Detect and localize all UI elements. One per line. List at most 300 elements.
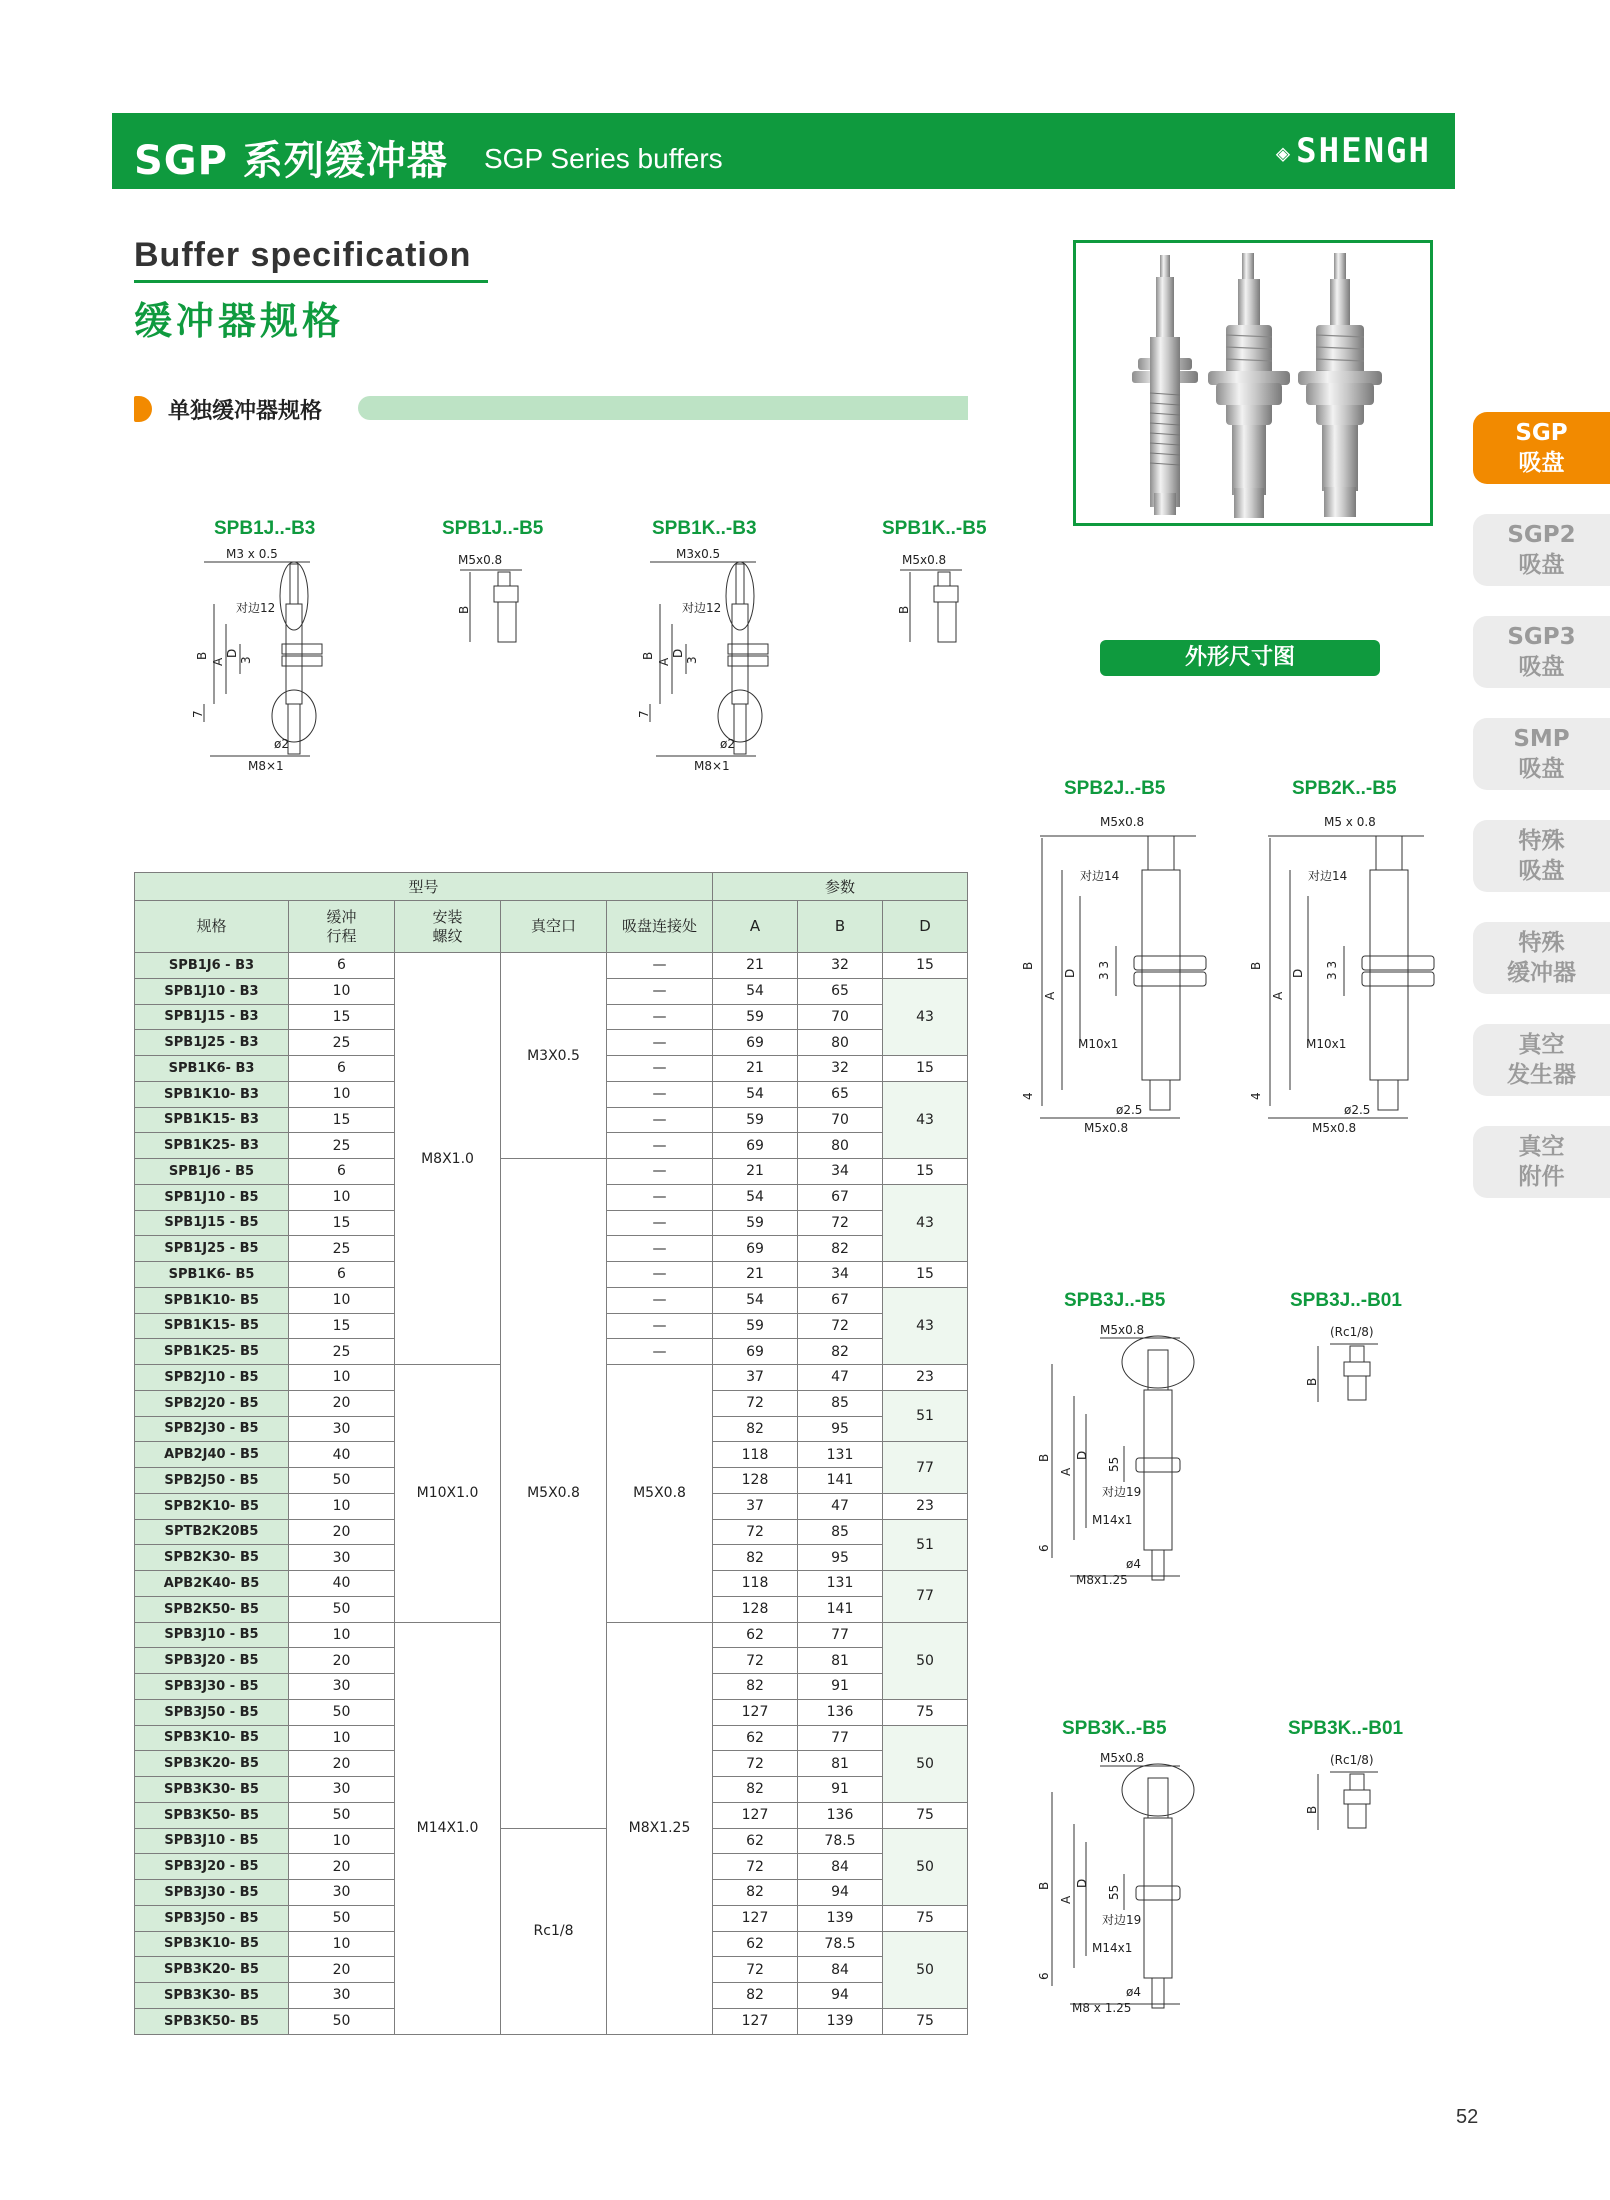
drawing-title-spb1j-b5: SPB1J..-B5	[442, 518, 544, 539]
cell-a: 21	[713, 1262, 798, 1288]
cell-model: SPB2K10- B5	[135, 1493, 289, 1519]
cell-model: SPB3J10 - B5	[135, 1622, 289, 1648]
buffers-photo-illustration	[1076, 243, 1430, 523]
cell-cup-connection: —	[607, 1133, 713, 1159]
subsection-title: 单独缓冲器规格	[168, 399, 323, 424]
spb3j-b5-body: M14x1	[1092, 1513, 1133, 1527]
cell-stroke: 20	[289, 1854, 395, 1880]
cell-model: SPB1J25 - B3	[135, 1030, 289, 1056]
cell-d: 77	[883, 1571, 968, 1623]
cell-cup-connection: —	[607, 1210, 713, 1236]
table-row	[135, 1159, 968, 1185]
side-tab-line1: 特殊	[1518, 828, 1565, 854]
cell-model: SPB1K25- B3	[135, 1133, 289, 1159]
spb2k-b5-body: M10x1	[1306, 1037, 1347, 1051]
cell-stroke: 25	[289, 1236, 395, 1262]
table-header-b: B	[798, 901, 883, 953]
spb1j-b3-base: M8×1	[248, 759, 284, 773]
cell-b: 94	[798, 1880, 883, 1906]
cell-a: 82	[713, 1777, 798, 1803]
svg-text:B: B	[1305, 1805, 1319, 1814]
cell-b: 131	[798, 1571, 883, 1597]
cell-a: 72	[713, 1854, 798, 1880]
subsection-bar	[358, 396, 968, 420]
cell-cup-connection: —	[607, 953, 713, 979]
cell-model: SPB1J15 - B5	[135, 1210, 289, 1236]
side-tab-sgp[interactable]	[1473, 412, 1610, 484]
cell-a: 82	[713, 1674, 798, 1700]
cell-a: 72	[713, 1390, 798, 1416]
cell-d: 77	[883, 1442, 968, 1494]
cell-model: SPB1K15- B5	[135, 1313, 289, 1339]
table-header-d: D	[883, 901, 968, 953]
side-tab-vacuum-accessory[interactable]	[1473, 1126, 1610, 1198]
drawing-title-spb1k-b3: SPB1K..-B3	[652, 518, 757, 539]
side-tab-line1: SMP	[1513, 726, 1570, 752]
drawing-spb1k-b3	[636, 544, 796, 784]
svg-text:A: A	[211, 657, 225, 666]
cell-mount-thread: M14X1.0	[395, 1622, 501, 2034]
cell-stroke: 25	[289, 1133, 395, 1159]
cell-a: 59	[713, 1107, 798, 1133]
cell-model: SPB1K15- B3	[135, 1107, 289, 1133]
cell-cup-connection: —	[607, 1081, 713, 1107]
cell-d: 15	[883, 1056, 968, 1082]
cell-b: 95	[798, 1545, 883, 1571]
cell-cup-connection: —	[607, 1313, 713, 1339]
cell-cup-connection: —	[607, 1107, 713, 1133]
cell-model: SPB3K30- B5	[135, 1777, 289, 1803]
spb2j-b5-thread: M5x0.8	[1100, 815, 1145, 829]
cell-stroke: 20	[289, 1519, 395, 1545]
cell-a: 59	[713, 1313, 798, 1339]
cell-model: SPB2J10 - B5	[135, 1365, 289, 1391]
table-group-model: 型号	[135, 873, 713, 901]
svg-text:3 3: 3 3	[1325, 960, 1339, 980]
spb1k-b3-dia: ø2	[720, 737, 735, 751]
cell-vacuum-port: M5X0.8	[501, 1159, 607, 1829]
svg-text:A: A	[1271, 991, 1285, 1000]
cell-stroke: 20	[289, 1390, 395, 1416]
svg-text:B: B	[1021, 961, 1035, 970]
cell-b: 65	[798, 978, 883, 1004]
cell-stroke: 40	[289, 1442, 395, 1468]
drawing-title-spb2j-b5: SPB2J..-B5	[1064, 778, 1166, 799]
cell-model: SPB3K50- B5	[135, 2008, 289, 2034]
cell-model: SPB3J10 - B5	[135, 1828, 289, 1854]
cell-model: SPB2K50- B5	[135, 1596, 289, 1622]
cell-d: 75	[883, 1905, 968, 1931]
cell-b: 72	[798, 1313, 883, 1339]
cell-stroke: 30	[289, 1777, 395, 1803]
cell-cup-connection: M5X0.8	[607, 1365, 713, 1623]
header-band	[112, 113, 1455, 189]
drawing-spb3j-b5	[1037, 1318, 1220, 1598]
cell-stroke: 6	[289, 1262, 395, 1288]
cell-a: 128	[713, 1596, 798, 1622]
table-header-stroke: 缓冲 行程	[289, 901, 395, 953]
cell-cup-connection: —	[607, 1339, 713, 1365]
spb3k-b5-body: M14x1	[1092, 1941, 1133, 1955]
cell-stroke: 15	[289, 1107, 395, 1133]
cell-stroke: 50	[289, 1802, 395, 1828]
cell-model: SPB3K50- B5	[135, 1802, 289, 1828]
drawing-spb2j-b5	[1020, 806, 1220, 1146]
cell-b: 85	[798, 1390, 883, 1416]
cell-b: 136	[798, 1699, 883, 1725]
cell-b: 91	[798, 1674, 883, 1700]
cell-b: 32	[798, 1056, 883, 1082]
cell-b: 32	[798, 953, 883, 979]
svg-text:D: D	[671, 648, 685, 658]
cell-b: 82	[798, 1339, 883, 1365]
cell-d: 15	[883, 1262, 968, 1288]
cell-cup-connection: —	[607, 1184, 713, 1210]
cell-cup-connection: —	[607, 1030, 713, 1056]
drawing-title-spb1j-b3: SPB1J..-B3	[214, 518, 316, 539]
cell-a: 62	[713, 1622, 798, 1648]
cell-b: 47	[798, 1365, 883, 1391]
cell-cup-connection: —	[607, 1004, 713, 1030]
cell-a: 62	[713, 1931, 798, 1957]
cell-a: 69	[713, 1236, 798, 1262]
side-tab-vacuum-generator[interactable]	[1473, 1024, 1610, 1096]
cell-d: 43	[883, 1184, 968, 1261]
cell-b: 85	[798, 1519, 883, 1545]
cell-a: 69	[713, 1339, 798, 1365]
cell-model: SPB1J10 - B3	[135, 978, 289, 1004]
cell-b: 78.5	[798, 1828, 883, 1854]
svg-text:B: B	[1037, 1453, 1051, 1462]
svg-text:B: B	[897, 605, 911, 614]
side-tab-line2: 吸盘	[1518, 756, 1565, 782]
cell-a: 21	[713, 1056, 798, 1082]
svg-text:55: 55	[1107, 1456, 1121, 1472]
spb1j-b5-thread: M5x0.8	[458, 553, 503, 567]
header-title-en: SGP Series buffers	[484, 143, 723, 174]
cell-d: 43	[883, 978, 968, 1055]
cell-stroke: 20	[289, 1751, 395, 1777]
cell-stroke: 15	[289, 1004, 395, 1030]
cell-stroke: 10	[289, 1081, 395, 1107]
spb3j-b5-flat: 对边19	[1102, 1485, 1142, 1499]
cell-model: SPB3J50 - B5	[135, 1699, 289, 1725]
side-tab-sgp3[interactable]	[1473, 616, 1610, 688]
cell-b: 78.5	[798, 1931, 883, 1957]
cell-b: 131	[798, 1442, 883, 1468]
cell-b: 141	[798, 1468, 883, 1494]
cell-stroke: 20	[289, 1957, 395, 1983]
cell-stroke: 50	[289, 1596, 395, 1622]
table-group-params: 参数	[713, 873, 968, 901]
drawing-spb3k-b01	[1288, 1746, 1408, 1866]
svg-text:D: D	[225, 648, 239, 658]
spb3k-b5-base: M8 x 1.25	[1072, 2001, 1132, 2015]
svg-text:B: B	[1037, 1881, 1051, 1890]
cell-stroke: 10	[289, 1493, 395, 1519]
drawing-spb2k-b5	[1248, 806, 1448, 1146]
table-row	[135, 1828, 968, 1854]
spb3k-b5-thread: M5x0.8	[1100, 1751, 1145, 1765]
cell-stroke: 6	[289, 953, 395, 979]
drawing-spb3j-b01	[1288, 1318, 1408, 1438]
cell-a: 54	[713, 1287, 798, 1313]
spb1j-b3-thread: M3 x 0.5	[226, 547, 278, 561]
cell-d: 43	[883, 1081, 968, 1158]
cell-model: SPB3J20 - B5	[135, 1648, 289, 1674]
cell-b: 80	[798, 1030, 883, 1056]
svg-text:D: D	[1075, 1450, 1089, 1460]
cell-cup-connection: —	[607, 1159, 713, 1185]
cell-d: 50	[883, 1828, 968, 1905]
spb3j-b5-base: M8x1.25	[1076, 1573, 1128, 1587]
cell-model: SPB1K6- B3	[135, 1056, 289, 1082]
cell-a: 54	[713, 1184, 798, 1210]
drawing-spb3k-b5	[1037, 1746, 1220, 2026]
cell-d: 50	[883, 1725, 968, 1802]
cell-model: SPB1K25- B5	[135, 1339, 289, 1365]
cell-a: 59	[713, 1004, 798, 1030]
side-tab-line1: 真空	[1518, 1032, 1565, 1058]
side-tab-line1: SGP3	[1507, 624, 1576, 650]
cell-d: 75	[883, 1802, 968, 1828]
spb2j-b5-body: M10x1	[1078, 1037, 1119, 1051]
cell-stroke: 30	[289, 1545, 395, 1571]
cell-model: SPB1J10 - B5	[135, 1184, 289, 1210]
cell-model: SPB1K10- B5	[135, 1287, 289, 1313]
side-tab-line1: 特殊	[1518, 930, 1565, 956]
spb3j-b01-thread: (Rc1/8)	[1330, 1325, 1374, 1339]
cell-stroke: 40	[289, 1571, 395, 1597]
svg-text:4: 4	[1249, 1092, 1263, 1100]
cell-cup-connection: M8X1.25	[607, 1622, 713, 2034]
cell-model: SPB1J6 - B5	[135, 1159, 289, 1185]
drawing-title-spb3j-b5: SPB3J..-B5	[1064, 1290, 1166, 1311]
cell-a: 82	[713, 1880, 798, 1906]
svg-text:B: B	[1249, 961, 1263, 970]
cell-b: 139	[798, 1905, 883, 1931]
side-tab-sgp2[interactable]	[1473, 514, 1610, 586]
svg-text:3 3: 3 3	[1097, 960, 1111, 980]
cell-model: SPB3K10- B5	[135, 1931, 289, 1957]
spb1j-b3-flat: 对边12	[236, 601, 276, 615]
cell-b: 77	[798, 1622, 883, 1648]
cell-b: 136	[798, 1802, 883, 1828]
brand-logo-text: SHENGH	[1296, 131, 1431, 171]
svg-text:D: D	[1291, 968, 1305, 978]
cell-d: 15	[883, 1159, 968, 1185]
cell-a: 72	[713, 1957, 798, 1983]
cell-b: 141	[798, 1596, 883, 1622]
cell-cup-connection: —	[607, 1287, 713, 1313]
cell-stroke: 10	[289, 1725, 395, 1751]
cell-model: SPB3J50 - B5	[135, 1905, 289, 1931]
cell-stroke: 30	[289, 1674, 395, 1700]
side-tab-line2: 吸盘	[1518, 450, 1565, 476]
svg-text:A: A	[657, 657, 671, 666]
cell-b: 34	[798, 1262, 883, 1288]
cell-a: 118	[713, 1442, 798, 1468]
side-tab-line2: 吸盘	[1518, 654, 1565, 680]
table-header-a: A	[713, 901, 798, 953]
table-header-mount-thread: 安装 螺纹	[395, 901, 501, 953]
cell-a: 69	[713, 1133, 798, 1159]
diamond-icon: ◈	[1275, 138, 1293, 167]
spb2k-b5-thread: M5 x 0.8	[1324, 815, 1376, 829]
cell-d: 23	[883, 1493, 968, 1519]
drawing-title-spb3k-b01: SPB3K..-B01	[1288, 1718, 1404, 1739]
cell-d: 75	[883, 1699, 968, 1725]
cell-stroke: 25	[289, 1339, 395, 1365]
cell-d: 50	[883, 1931, 968, 2008]
svg-text:B: B	[195, 651, 209, 660]
cell-a: 82	[713, 1545, 798, 1571]
cell-d: 75	[883, 2008, 968, 2034]
cell-vacuum-port: Rc1/8	[501, 1828, 607, 2034]
cell-model: SPB3J30 - B5	[135, 1880, 289, 1906]
cell-cup-connection: —	[607, 1236, 713, 1262]
page-number: 52	[1456, 2106, 1479, 2128]
side-tab-line2: 吸盘	[1518, 858, 1565, 884]
cell-model: SPB1K10- B3	[135, 1081, 289, 1107]
cell-a: 54	[713, 978, 798, 1004]
cell-a: 54	[713, 1081, 798, 1107]
drawing-spb1j-b3	[190, 544, 350, 784]
cell-a: 72	[713, 1648, 798, 1674]
spb3j-b5-thread: M5x0.8	[1100, 1323, 1145, 1337]
cell-stroke: 10	[289, 1365, 395, 1391]
cell-stroke: 50	[289, 1468, 395, 1494]
cell-a: 21	[713, 1159, 798, 1185]
cell-a: 127	[713, 1802, 798, 1828]
cell-model: SPB1J15 - B3	[135, 1004, 289, 1030]
cell-b: 77	[798, 1725, 883, 1751]
cell-model: SPB2K30- B5	[135, 1545, 289, 1571]
spb1k-b3-base: M8×1	[694, 759, 730, 773]
spb2k-b5-flat: 对边14	[1308, 869, 1348, 883]
cell-model: SPB2J30 - B5	[135, 1416, 289, 1442]
cell-stroke: 6	[289, 1056, 395, 1082]
svg-text:D: D	[1063, 968, 1077, 978]
cell-stroke: 15	[289, 1313, 395, 1339]
header-title-cn: SGP 系列缓冲器	[134, 138, 448, 184]
cell-model: SPTB2K20B5	[135, 1519, 289, 1545]
svg-text:D: D	[1075, 1878, 1089, 1888]
cell-model: SPB1J6 - B3	[135, 953, 289, 979]
spb2k-b5-base: M5x0.8	[1312, 1121, 1357, 1135]
svg-text:3: 3	[239, 656, 253, 664]
cell-b: 65	[798, 1081, 883, 1107]
spb1k-b3-thread: M3x0.5	[676, 547, 721, 561]
cell-a: 127	[713, 1905, 798, 1931]
drawing-title-spb1k-b5: SPB1K..-B5	[882, 518, 987, 539]
product-photo	[1073, 240, 1433, 526]
cell-model: SPB2J20 - B5	[135, 1390, 289, 1416]
cell-stroke: 50	[289, 2008, 395, 2034]
svg-text:A: A	[1059, 1895, 1073, 1904]
side-tab-line1: 真空	[1518, 1134, 1565, 1160]
cell-d: 43	[883, 1287, 968, 1364]
side-tab-special-cup[interactable]	[1473, 820, 1610, 892]
svg-text:B: B	[457, 605, 471, 614]
cell-b: 81	[798, 1751, 883, 1777]
cell-b: 139	[798, 2008, 883, 2034]
cell-a: 21	[713, 953, 798, 979]
svg-text:55: 55	[1107, 1884, 1121, 1900]
cell-b: 67	[798, 1184, 883, 1210]
brand-logo	[1276, 131, 1431, 171]
cell-b: 95	[798, 1416, 883, 1442]
side-tab-line1: SGP	[1515, 420, 1568, 446]
cell-cup-connection: —	[607, 1056, 713, 1082]
spb1k-b3-flat: 对边12	[682, 601, 722, 615]
svg-text:B: B	[641, 651, 655, 660]
cell-stroke: 20	[289, 1648, 395, 1674]
cell-b: 67	[798, 1287, 883, 1313]
svg-text:7: 7	[637, 710, 651, 718]
cell-b: 47	[798, 1493, 883, 1519]
cell-stroke: 50	[289, 1905, 395, 1931]
cell-stroke: 10	[289, 1287, 395, 1313]
cell-model: SPB1J25 - B5	[135, 1236, 289, 1262]
cell-stroke: 10	[289, 978, 395, 1004]
cell-model: SPB3K30- B5	[135, 1983, 289, 2009]
side-tab-special-buffer[interactable]	[1473, 922, 1610, 994]
svg-text:A: A	[1059, 1467, 1073, 1476]
cell-stroke: 6	[289, 1159, 395, 1185]
cell-stroke: 10	[289, 1828, 395, 1854]
section-title-en: Buffer specification	[134, 236, 472, 274]
cell-model: SPB3K20- B5	[135, 1751, 289, 1777]
spb2j-b5-dia: ø2.5	[1116, 1103, 1143, 1117]
cell-vacuum-port: M3X0.5	[501, 953, 607, 1159]
spb3k-b01-thread: (Rc1/8)	[1330, 1753, 1374, 1767]
cell-a: 72	[713, 1751, 798, 1777]
cell-model: SPB2J50 - B5	[135, 1468, 289, 1494]
cell-b: 84	[798, 1854, 883, 1880]
cell-stroke: 10	[289, 1622, 395, 1648]
cell-b: 84	[798, 1957, 883, 1983]
side-tab-line1: SGP2	[1507, 522, 1576, 548]
spb2k-b5-dia: ø2.5	[1344, 1103, 1371, 1117]
svg-text:6: 6	[1037, 1544, 1051, 1552]
cell-a: 127	[713, 1699, 798, 1725]
svg-text:6: 6	[1037, 1972, 1051, 1980]
side-tab-line2: 附件	[1518, 1164, 1565, 1190]
side-tab-smp[interactable]	[1473, 718, 1610, 790]
spb3k-b5-dia: ø4	[1126, 1985, 1141, 1999]
section-underline	[134, 280, 488, 283]
cell-a: 127	[713, 2008, 798, 2034]
cell-b: 82	[798, 1236, 883, 1262]
cell-cup-connection: —	[607, 1262, 713, 1288]
drawing-spb1j-b5	[440, 548, 550, 658]
cell-d: 23	[883, 1365, 968, 1391]
cell-model: APB2J40 - B5	[135, 1442, 289, 1468]
cell-a: 118	[713, 1571, 798, 1597]
cell-model: SPB3K10- B5	[135, 1725, 289, 1751]
side-tab-line2: 发生器	[1507, 1062, 1576, 1088]
svg-text:3: 3	[685, 656, 699, 664]
table-header-vacuum-port: 真空口	[501, 901, 607, 953]
svg-text:A: A	[1043, 991, 1057, 1000]
cell-stroke: 10	[289, 1931, 395, 1957]
cell-b: 81	[798, 1648, 883, 1674]
spb1j-b3-dia: ø2	[274, 737, 289, 751]
cell-stroke: 10	[289, 1184, 395, 1210]
cell-a: 69	[713, 1030, 798, 1056]
spb1k-b5-thread: M5x0.8	[902, 553, 947, 567]
